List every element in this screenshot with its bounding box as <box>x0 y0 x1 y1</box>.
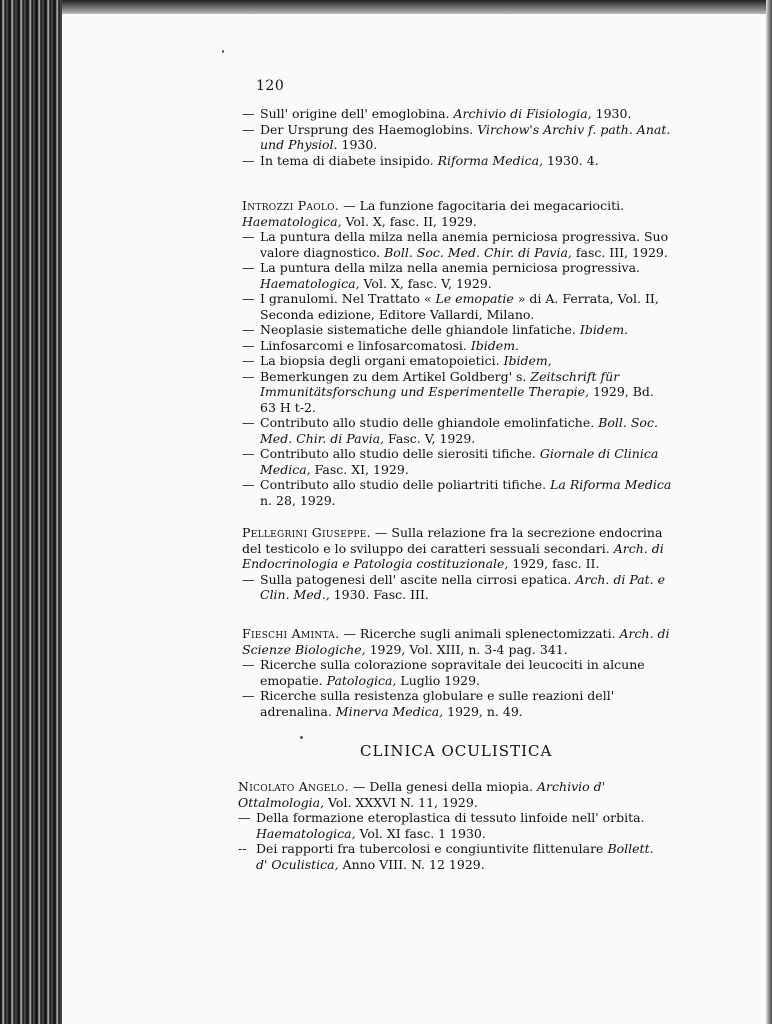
list-item: — Der Ursprung des Haemoglobins. Virchow's Archiv f. path. Anat. und Physiol. 1930. <box>242 121 671 152</box>
author-name: Introzzi Paolo. <box>242 198 340 213</box>
ink-speck <box>300 736 303 739</box>
section-nicolato <box>238 779 668 872</box>
list-item: — Contributo allo studio delle poliartriti tifiche. La Riforma Medica n. 28, 1929. <box>242 477 672 508</box>
page-right-edge <box>766 0 772 1024</box>
list-item: — Sulla patogenesi dell' ascite nella cirrosi epatica. Arch. di Pat. e Clin. Med., 1930. Fasc. III. <box>242 571 666 602</box>
section-pellegrini <box>242 525 672 603</box>
list-item: Pellegrini Giuseppe. — Sulla relazione fra la secrezione endocrina del testicolo e lo sviluppo dei caratteri sessuali secondari. Arch. di Endocrinologia e Patologia costituzionale, 1929, fasc. II. <box>242 525 664 571</box>
list-item: — I granulomi. Nel Trattato « Le emopatie » di A. Ferrata, Vol. II, Seconda edizione, Editore Vallardi, Milano. <box>242 291 659 322</box>
list-item: — Ricerche sulla colorazione sopravitale dei leucociti in alcune emopatie. Patologica, Luglio 1929. <box>242 657 645 688</box>
author-name: Fieschi Aminta. <box>242 626 340 641</box>
list-item: — Sull' origine dell' emoglobina. Archivio di Fisiologia, 1930. <box>242 106 632 121</box>
section-fieschi <box>242 626 672 719</box>
list-item: -- Dei rapporti fra tubercolosi e congiuntivite flittenulare Bollett. d' Oculistica, Anno VIII. N. 12 1929. <box>238 841 654 872</box>
list-item: Fieschi Aminta. — Ricerche sugli animali splenectomizzati. Arch. di Scienze Biologiche, 1929, Vol. XIII, n. 3-4 pag. 341. <box>242 626 670 657</box>
author-name: Pellegrini Giuseppe. <box>242 525 371 540</box>
list-item: Introzzi Paolo. — La funzione fagocitaria dei megacariociti. Haematologica, Vol. X, fasc. II, 1929. <box>242 198 625 229</box>
list-item: — Contributo allo studio delle ghiandole emolinfatiche. Boll. Soc. Med. Chir. di Pavia, Fasc. V, 1929. <box>242 415 658 446</box>
list-item: — Bemerkungen zu dem Artikel Goldberg' s. Zeitschrift für Immunitätsforschung und Esperimentelle Therapie, 1929, Bd. 63 H t-2. <box>242 368 654 415</box>
list-item: — Neoplasie sistematiche delle ghiandole linfatiche. Ibidem. <box>242 322 629 337</box>
page-number: 120 <box>256 78 285 94</box>
list-item: — La puntura della milza nella anemia perniciosa progressiva. Haematologica, Vol. X, fasc. V, 1929. <box>242 260 641 291</box>
book-binding <box>0 0 62 1024</box>
list-item: — In tema di diabete insipido. Riforma Medica, 1930. 4. <box>242 152 599 168</box>
list-item: — Ricerche sulla resistenza globulare e sulle reazioni dell' adrenalina. Minerva Medica, 1929, n. 49. <box>242 688 615 719</box>
list-item: — Della formazione eteroplastica di tessuto linfoide nell' orbita. Haematologica, Vol. XI fasc. 1 1930. <box>238 810 645 841</box>
list-item: Nicolato Angelo. — Della genesi della miopia. Archivio d' Ottalmologia, Vol. XXXVI N. 11, 1929. <box>238 779 606 810</box>
ink-speck <box>222 50 224 53</box>
list-item: — La biopsia degli organi ematopoietici. Ibidem, <box>242 353 552 368</box>
list-item: — Linfosarcomi e linfosarcomatosi. Ibidem. <box>242 337 520 353</box>
list-item: — La puntura della milza nella anemia perniciosa progressiva. Suo valore diagnostico. Boll. Soc. Med. Chir. di Pavia, fasc. III, 1929. <box>242 229 669 260</box>
section-introzzi <box>242 198 672 508</box>
author-name: Nicolato Angelo. <box>238 779 349 794</box>
section-heading: CLINICA OCULISTICA <box>360 742 553 760</box>
list-item: — Contributo allo studio delle sierositi tifiche. Giornale di Clinica Medica, Fasc. XI, 1929. <box>242 446 659 477</box>
continued-entries <box>242 106 672 168</box>
